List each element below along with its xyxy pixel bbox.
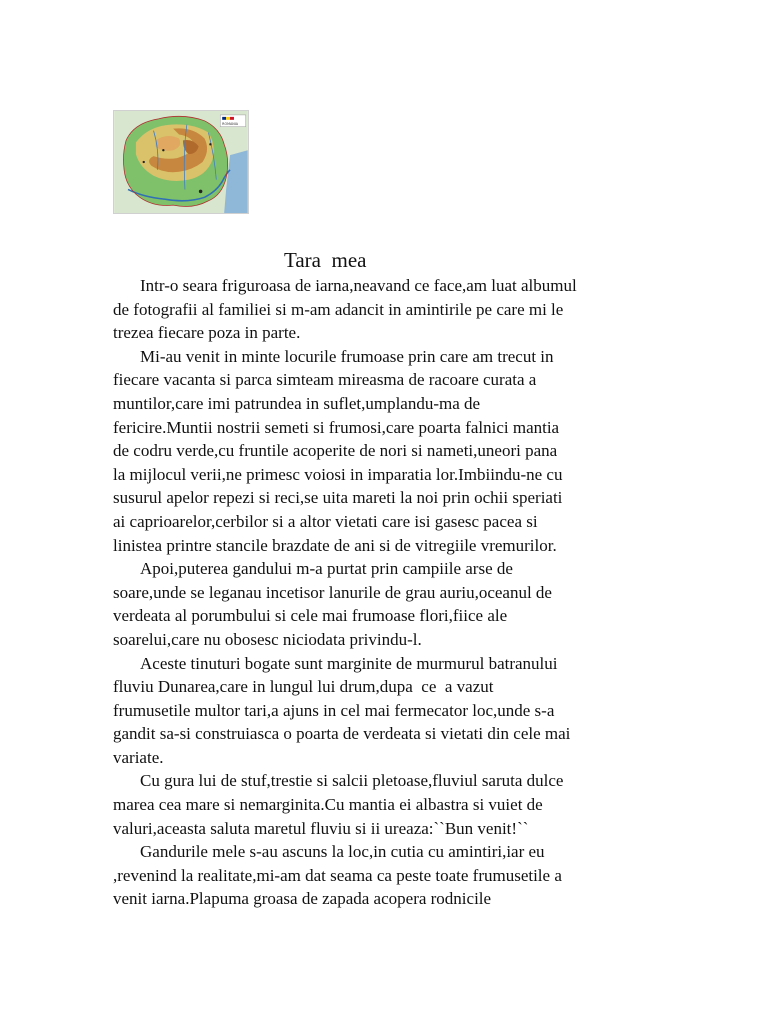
body-text-line: muntilor,care imi patrundea in suflet,umplandu-ma de xyxy=(113,393,481,413)
romania-map-graphic xyxy=(114,111,248,213)
body-text-line: Mi-au venit in minte locurile frumoase prin care am trecut in xyxy=(140,346,554,366)
romania-map-image xyxy=(113,110,249,214)
body-text-line: la mijlocul verii,ne primesc voiosi in imparatia lor.Imbiindu-ne cu xyxy=(113,464,563,484)
body-text-line: soarelui,care nu obosesc niciodata privindu-l. xyxy=(113,629,422,649)
body-text-line: Aceste tinuturi bogate sunt marginite de murmurul batranului xyxy=(140,653,558,673)
body-text-line: ,revenind la realitate,mi-am dat seama ca peste toate frumusetile a xyxy=(113,865,562,885)
body-text-line: ai caprioarelor,cerbilor si a altor vietati care isi gasesc pacea si xyxy=(113,511,538,531)
body-text-line: venit iarna.Plapuma groasa de zapada acopera rodnicile xyxy=(113,889,492,909)
body-text-line: Intr-o seara friguroasa de iarna,neavand ce face,am luat albumul xyxy=(140,276,577,295)
body-text-line: Cu gura lui de stuf,trestie si salcii pletoase,fluviul saruta dulce xyxy=(140,771,564,791)
body-text-line: variate. xyxy=(113,747,164,767)
body-text-line: frumusetile multor tari,a ajuns in cel mai fermecator loc,unde s-a xyxy=(113,700,555,720)
body-text-line: Apoi,puterea gandului m-a purtat prin campiile arse de xyxy=(140,559,513,579)
body-text-line: susurul apelor repezi si reci,se uita mareti la noi prin ochii speriati xyxy=(113,488,563,508)
document-body xyxy=(113,274,673,911)
body-text-line: fericire.Muntii nostrii semeti si frumosi,care poarta falnici mantia xyxy=(113,417,560,437)
body-text-line: de fotografii al familiei si m-am adancit in amintirile pe care mi le xyxy=(113,299,564,319)
body-text-line: linistea printre stancile brazdate de ani si de vitregiile vremurilor. xyxy=(113,535,557,555)
body-text-line: gandit sa-si construiasca o poarta de verdeata si vietati din cele mai xyxy=(113,724,571,744)
body-text-line: soare,unde se leganau incetisor lanurile de grau auriu,oceanul de xyxy=(113,582,552,602)
body-text-line: de codru verde,cu fruntile acoperite de nori si nameti,uneori pana xyxy=(113,441,558,461)
body-text-line: valuri,aceasta saluta maretul fluviu si ii ureaza:``Bun venit!`` xyxy=(113,818,529,838)
body-text-line: Gandurile mele s-au ascuns la loc,in cutia cu amintiri,iar eu xyxy=(140,842,545,862)
body-text-line: fiecare vacanta si parca simteam mireasma de racoare curata a xyxy=(113,370,537,390)
body-text-line: trezea fiecare poza in parte. xyxy=(113,323,301,343)
body-text-line: fluviu Dunarea,care in lungul lui drum,dupa ce a vazut xyxy=(113,677,494,697)
body-text-line: marea cea mare si nemarginita.Cu mantia ei albastra si vuiet de xyxy=(113,795,543,815)
map-logo-text: ROMANIA xyxy=(222,122,239,127)
body-text-line: verdeata al porumbului si cele mai frumoase flori,fiice ale xyxy=(113,606,508,626)
document-title: Tara mea xyxy=(284,248,367,272)
